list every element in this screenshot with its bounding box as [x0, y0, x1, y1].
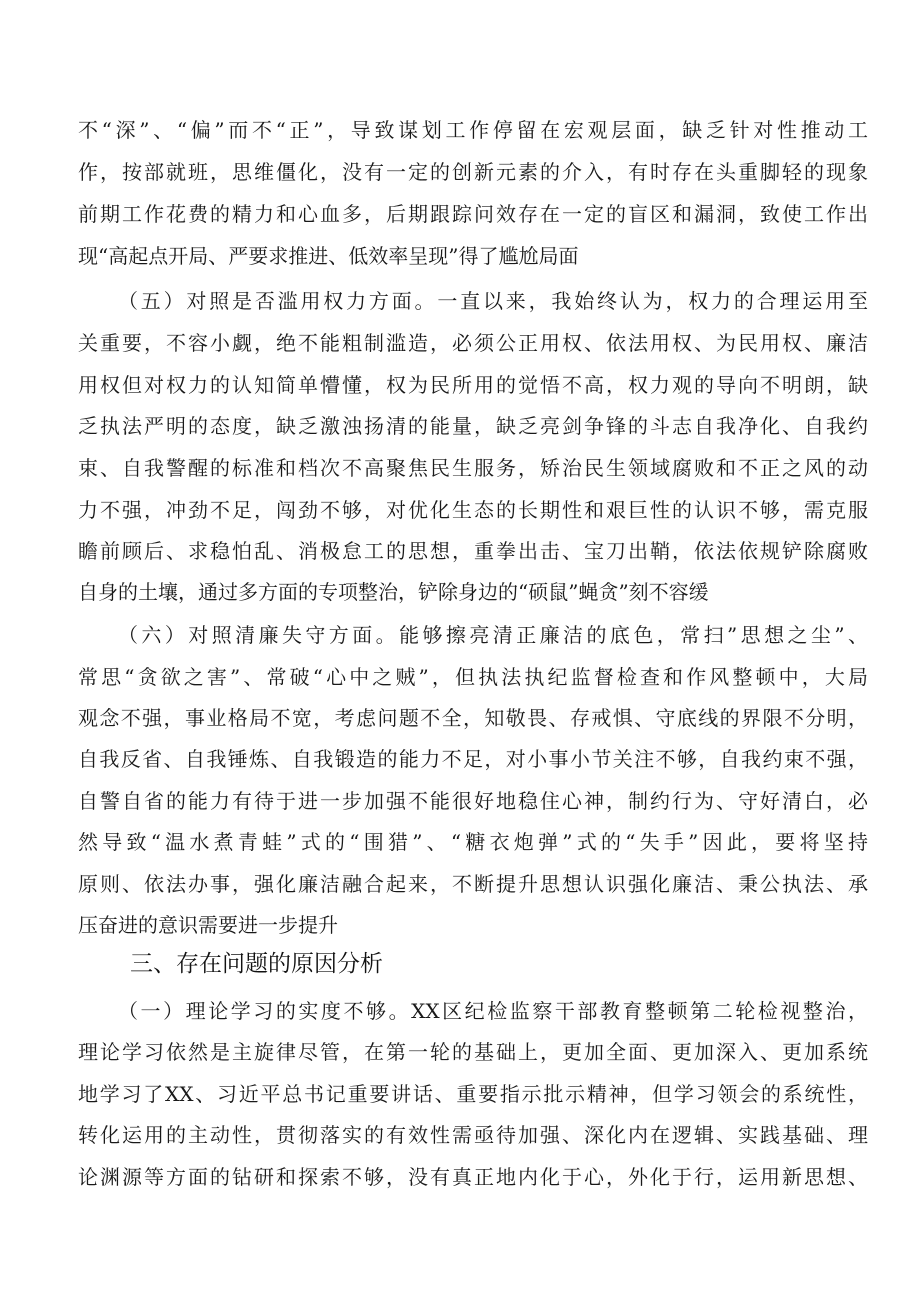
- paragraph-line: 前期工作花费的精力和心血多，后期跟踪问效存在一定的盲区和漏洞，致使工作出: [78, 202, 868, 226]
- paragraph-line: 不“深”、“偏”而不“正”，导致谋划工作停留在宏观层面，缺乏针对性推动工: [78, 118, 868, 142]
- paragraph-line: 作，按部就班，思维僵化，没有一定的创新元素的介入，有时存在头重脚轻的现象: [78, 160, 868, 184]
- paragraph-line: 自警自省的能力有待于进一步加强不能很好地稳住心神，制约行为、守好清白，必: [78, 789, 868, 813]
- paragraph-line: 瞻前顾后、求稳怕乱、消极怠工的思想，重拳出击、宝刀出鞘，依法依规铲除腐败: [78, 539, 868, 563]
- paragraph-line: 自身的土壤，通过多方面的专项整治，铲除身边的“硕鼠”蝇贪”刻不容缓: [78, 580, 709, 604]
- paragraph-line: 论渊源等方面的钻研和探索不够，没有真正地内化于心，外化于行，运用新思想、: [78, 1165, 868, 1189]
- paragraph-line: 理论学习依然是主旋律尽管，在第一轮的基础上，更加全面、更加深入、更加系统: [78, 1040, 868, 1064]
- paragraph-line: 原则、依法办事，强化廉洁融合起来，不断提升思想认识强化廉洁、秉公执法、承: [78, 872, 868, 896]
- paragraph-line: 常思“贪欲之害”、常破“心中之贼”，但执法执纪监督检查和作风整顿中，大局: [78, 665, 868, 689]
- paragraph-line: （一）理论学习的实度不够。XX区纪检监察干部教育整顿第二轮检视整治，: [118, 999, 868, 1023]
- paragraph-line: 束、自我警醒的标准和档次不高聚焦民生服务，矫治民生领域腐败和不正之风的动: [78, 456, 868, 480]
- paragraph-line: 现“高起点开局、严要求推进、低效率呈现”得了尴尬局面: [78, 244, 579, 268]
- paragraph-line: 然导致“温水煮青蛙”式的“围猎”、“糖衣炮弹”式的“失手”因此，要将坚持: [78, 830, 868, 854]
- paragraph-line: 自我反省、自我锤炼、自我锻造的能力不足，对小事小节关注不够，自我约束不强，: [78, 747, 868, 771]
- paragraph-line: 观念不强，事业格局不宽，考虑问题不全，知敬畏、存戒惧、守底线的界限不分明，: [78, 706, 868, 730]
- paragraph-line: 乏执法严明的态度，缺乏激浊扬清的能量，缺乏亮剑争锋的斗志自我净化、自我约: [78, 414, 868, 438]
- paragraph-line: （五）对照是否滥用权力方面。一直以来，我始终认为，权力的合理运用至: [118, 289, 868, 313]
- paragraph-line: 转化运用的主动性，贯彻落实的有效性需亟待加强、深化内在逻辑、实践基础、理: [78, 1123, 868, 1147]
- section-heading: 三、存在问题的原因分析: [130, 951, 383, 977]
- paragraph-line: 地学习了XX、习近平总书记重要讲话、重要指示批示精神，但学习领会的系统性，: [78, 1082, 868, 1106]
- paragraph-line: 压奋进的意识需要进一步提升: [78, 913, 338, 937]
- paragraph-line: 关重要，不容小觑，绝不能粗制滥造，必须公正用权、依法用权、为民用权、廉洁: [78, 331, 868, 355]
- paragraph-line: 用权但对权力的认知简单懵懂，权为民所用的觉悟不高，权力观的导向不明朗，缺: [78, 373, 868, 397]
- paragraph-line: 力不强，冲劲不足，闯劲不够，对优化生态的长期性和艰巨性的认识不够，需克服: [78, 498, 868, 522]
- paragraph-line: （六）对照清廉失守方面。能够擦亮清正廉洁的底色，常扫”思想之尘”、: [118, 623, 868, 647]
